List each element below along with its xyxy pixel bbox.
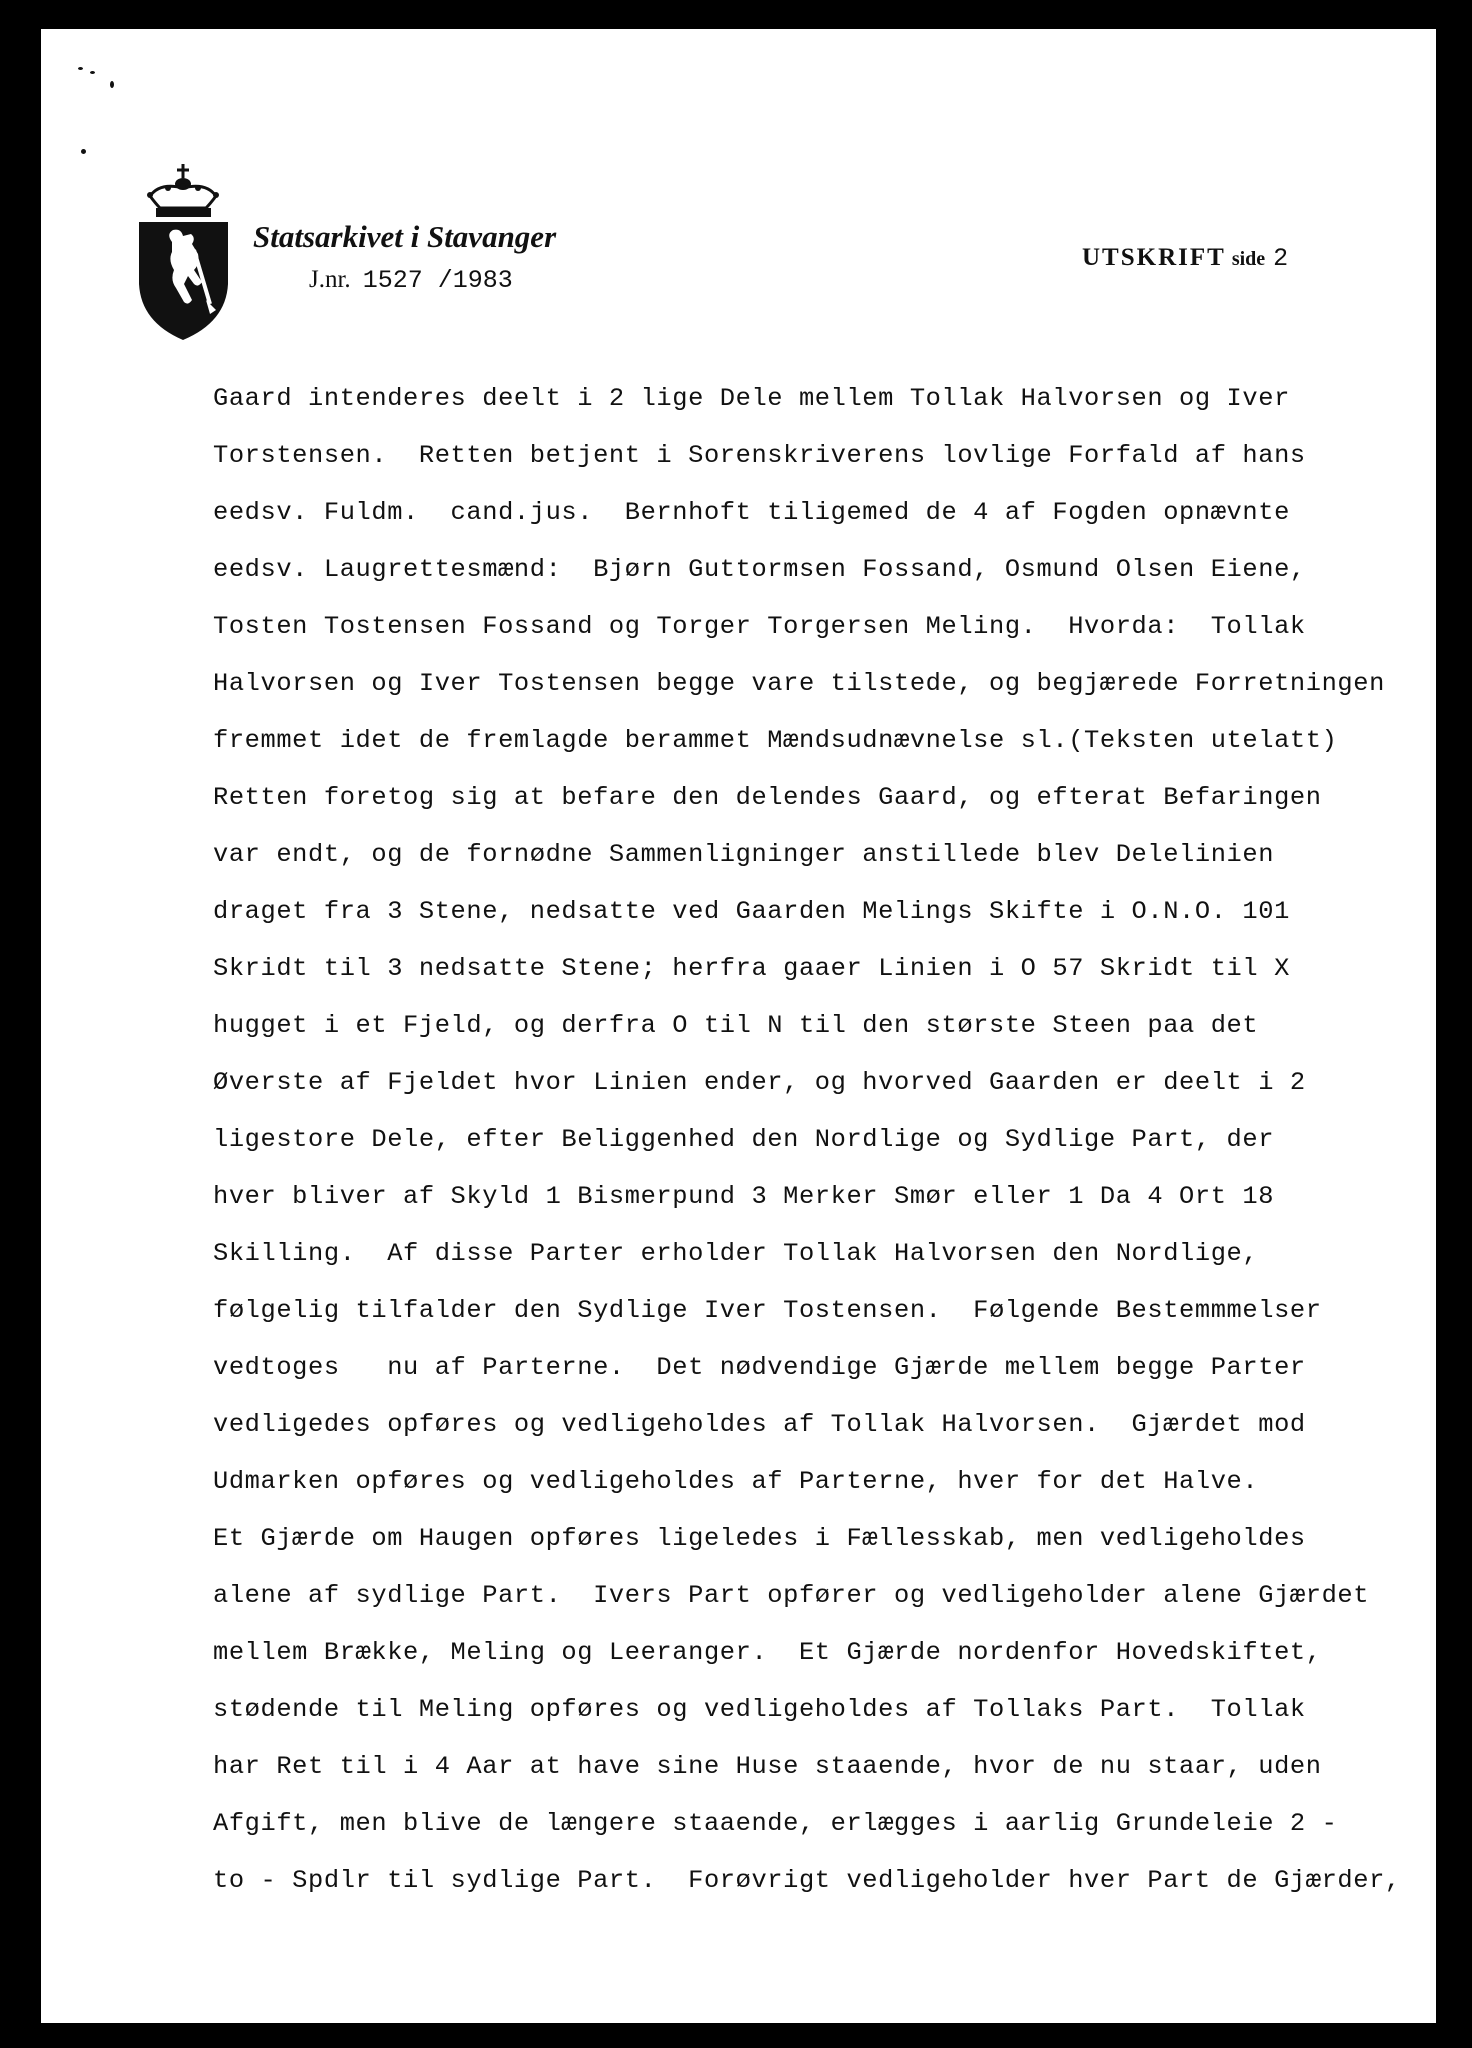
text-line: to - Spdlr til sydlige Part. Forøvrigt vedligeholder hver Part de Gjærder, bbox=[213, 1866, 1401, 1895]
journal-number-line bbox=[309, 266, 513, 295]
margin-mark bbox=[110, 81, 114, 88]
text-line: hver bliver af Skyld 1 Bismerpund 3 Merker Smør eller 1 Da 4 Ort 18 bbox=[213, 1182, 1275, 1211]
text-line: vedligedes opføres og vedligeholdes af Tollak Halvorsen. Gjærdet mod bbox=[213, 1410, 1306, 1439]
text-line: mellem Brække, Meling og Leeranger. Et Gjærde nordenfor Hovedskiftet, bbox=[213, 1638, 1322, 1667]
text-line: Skilling. Af disse Parter erholder Tollak Halvorsen den Nordlige, bbox=[213, 1239, 1259, 1268]
text-line: ligestore Dele, efter Beliggenhed den Nordlige og Sydlige Part, der bbox=[213, 1125, 1275, 1154]
page-side-label: side bbox=[1231, 248, 1266, 270]
text-line: Et Gjærde om Haugen opføres ligeledes i Fællesskab, men vedligeholdes bbox=[213, 1524, 1306, 1553]
coat-of-arms-icon bbox=[136, 164, 231, 344]
text-line: Retten foretog sig at befare den delendes Gaard, og efterat Befaringen bbox=[213, 783, 1322, 812]
journal-number-value: 1527 /1983 bbox=[362, 266, 513, 295]
margin-mark bbox=[81, 149, 86, 154]
text-line: har Ret til i 4 Aar at have sine Huse staaende, hvor de nu staar, uden bbox=[213, 1752, 1322, 1781]
text-line: hugget i et Fjeld, og derfra O til N til den største Steen paa det bbox=[213, 1011, 1259, 1040]
margin-mark bbox=[90, 71, 95, 74]
text-line: Afgift, men blive de længere staaende, erlægges i aarlig Grundeleie 2 - bbox=[213, 1809, 1338, 1838]
page-number: 2 bbox=[1273, 244, 1289, 273]
text-line: draget fra 3 Stene, nedsatte ved Gaarden Melings Skifte i O.N.O. 101 bbox=[213, 897, 1290, 926]
text-line: Skridt til 3 nedsatte Stene; herfra gaaer Linien i O 57 Skridt til X bbox=[213, 954, 1290, 983]
page-indicator bbox=[1082, 244, 1288, 273]
text-line: følgelig tilfalder den Sydlige Iver Tostensen. Følgende Bestemmmelser bbox=[213, 1296, 1322, 1325]
text-line: eedsv. Laugrettesmænd: Bjørn Guttormsen Fossand, Osmund Olsen Eiene, bbox=[213, 555, 1306, 584]
text-line: eedsv. Fuldm. cand.jus. Bernhoft tiligemed de 4 af Fogden opnævnte bbox=[213, 498, 1290, 527]
transcript-label: UTSKRIFT bbox=[1082, 244, 1226, 271]
text-line: fremmet idet de fremlagde berammet Mændsudnævnelse sl.(Teksten utelatt) bbox=[213, 726, 1338, 755]
margin-mark bbox=[78, 67, 83, 70]
journal-number-label: J.nr. bbox=[309, 266, 351, 293]
text-line: Halvorsen og Iver Tostensen begge vare tilstede, og begjærede Forretningen bbox=[213, 669, 1385, 698]
text-line: vedtoges nu af Parterne. Det nødvendige Gjærde mellem begge Parter bbox=[213, 1353, 1306, 1382]
document-page bbox=[41, 29, 1436, 2023]
text-line: Torstensen. Retten betjent i Sorenskriverens lovlige Forfald af hans bbox=[213, 441, 1306, 470]
transcript-body bbox=[213, 379, 1472, 1918]
archive-name: Statsarkivet i Stavanger bbox=[253, 219, 557, 254]
text-line: Gaard intenderes deelt i 2 lige Dele mellem Tollak Halvorsen og Iver bbox=[213, 384, 1290, 413]
text-line: alene af sydlige Part. Ivers Part opfører og vedligeholder alene Gjærdet bbox=[213, 1581, 1370, 1610]
text-line: var endt, og de fornødne Sammenligninger anstillede blev Delelinien bbox=[213, 840, 1275, 869]
text-line: Udmarken opføres og vedligeholdes af Parterne, hver for det Halve. bbox=[213, 1467, 1259, 1496]
text-line: Tosten Tostensen Fossand og Torger Torgersen Meling. Hvorda: Tollak bbox=[213, 612, 1306, 641]
text-line: Øverste af Fjeldet hvor Linien ender, og hvorved Gaarden er deelt i 2 bbox=[213, 1068, 1306, 1097]
text-line: stødende til Meling opføres og vedligeholdes af Tollaks Part. Tollak bbox=[213, 1695, 1306, 1724]
